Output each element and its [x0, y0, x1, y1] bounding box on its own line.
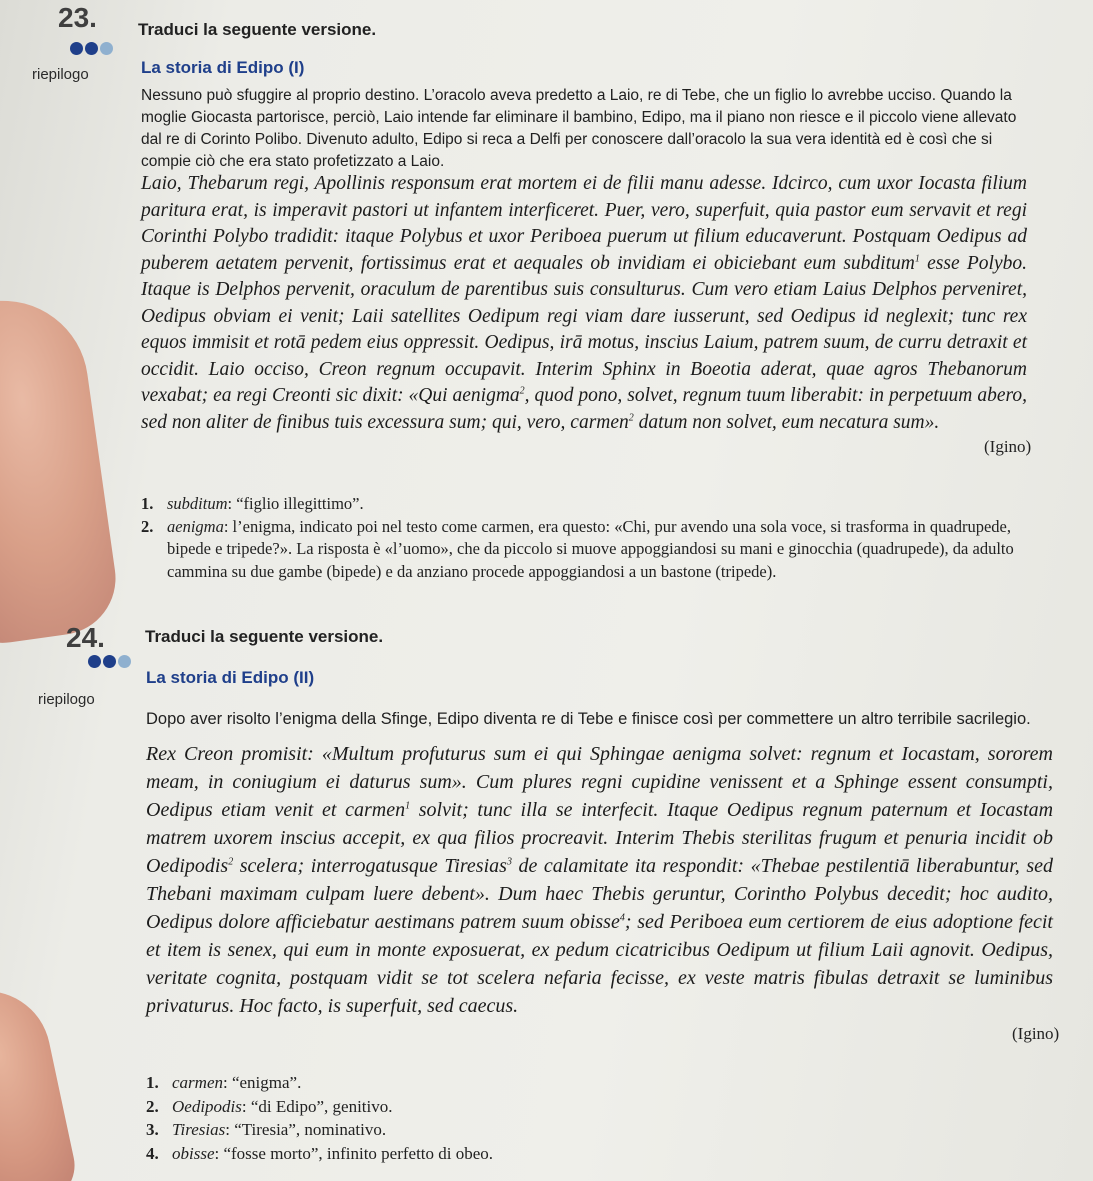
- exercise-instruction: Traduci la seguente versione.: [138, 20, 377, 39]
- footnote-ref: 3: [506, 856, 512, 868]
- exercise-instruction: Traduci la seguente versione.: [145, 627, 384, 646]
- difficulty-dots-icon: [70, 42, 113, 55]
- latin-text: Laio, Thebarum regi, Apollinis responsum erat mortem ei de filii manu adesse. Idcirco, cum uxor Iocasta filium paritura erat, is imperavit pastori ut infantem interficeret. Puer, vero, superfuit, quia pastor eum servavit et regi Corinthi Polybo tradidit: itaque Polybus et uxor Periboea puerum ut filium educaverunt. Postquam Oedipus ad puberem aetatem pervenit, fortissimus erat et aequales ob invidiam ei obiciebant eum subditum$^1$ esse Polybo. Itaque is Delphos pervenit, oraculum de parentibus suis consulturus. Cum vero etiam Laius Delphos perveniret, Oedipus obviam ei venit; Laii satellites Oedipum regi viam dare iusserunt, sed Oedipus id neglexit; tunc rex equos immisit et rotā pedem eius oppressit. Oedipus, irā motus, inscius Laium, patrem suum, de curru detraxit et occidit. Laio occiso, Creon regnum occupavit. Interim Sphinx in Boeotia aderat, quae agros Thebanorum vexabat; ea regi Creonti sic dixit: «Qui aenigma$^2$, quod pono, solvet, regnum tuum liberabit: in perpetuum abero, sed non aliter de finibus tuis excessura sum; qui, vero, carmen$^2$ datum non solvet, eum necatura sum».: [141, 173, 1027, 433]
- footnote-item: 4. obisse: “fosse morto”, infinito perfetto di obeo.: [146, 1143, 494, 1163]
- finger-photo-artifact-bottom: [0, 979, 81, 1181]
- intro-paragraph: Nessuno può sfuggire al proprio destino. L’oracolo aveva predetto a Laio, re di Tebe, che un figlio lo avrebbe ucciso. Quando la moglie Giocasta partorisce, perciò, Laio intende far eliminare il bambino, Edipo, ma il piano non riesce e il piccolo viene allevato dal re di Corinto Polibo. Divenuto adulto, Edipo si reca a Delfi per conoscere dall’oracolo la sua vera identità ed è così che si compie ciò che era stato profetizzato a Laio.: [141, 87, 1017, 170]
- footnotes: [141, 493, 1041, 583]
- footnote-ref: 4: [619, 912, 625, 924]
- footnote-item: 3. Tiresias: “Tiresia”, nominativo.: [146, 1120, 387, 1139]
- footnote-item: 2. aenigma: l’enigma, indicato poi nel testo come carmen, era questo: «Chi, pur avendo una sola voce, si trasforma in quadrupede, bipede e tripede?». La risposta è «l’uomo», che da piccolo si muove appoggiandosi su mani e ginocchia (quadrupede), da adulto cammina su due gambe (bipede) e da anziano procede appoggiandosi a un bastone (tripede).: [141, 516, 1014, 581]
- level-label: riepilogo: [38, 691, 95, 708]
- footnote-item: 1. subditum: “figlio illegittimo”.: [141, 494, 364, 513]
- latin-text: Rex Creon promisit: «Multum profuturus sum ei qui Sphingae aenigma solvet: regnum et Iocastam, sororem meam, in coniugium ei daturus sum». Cum plures regni cupidine venissent et a Sphinge essent consumpti, Oedipus etiam venit et carmen$^1$ solvit; tunc illa se interfecit. Itaque Oedipus regnum paternum et Iocastam matrem uxorem inscius accepit, ex qua filios procreavit. Interim Thebis sterilitas frugum et penuria incidit ob Oedipodis$^2$ scelera; interrogatusque Tiresias$^3$ de calamitate ita respondit: «Thebae pestilentiā liberabuntur, sed Thebani maximam culpam luere debent». Dum haec Thebis geruntur, Corintho Polybus decedit; hoc audito, Oedipus dolore afficiebatur aestimans patrem suum obisse$^4$; sed Periboea eum certiorem de eius adoptione fecit et item is senex, qui eum in monte exposuerat, ex pedum cicatricibus Oedipum ut filium Laii agnovit. Oedipus, veritate cognita, postquam vidit se tot scelera nefaria fecisse, ex veste matris fibulas detraxit se luminibus privaturus. Hoc facto, is superfuit, sed caecus.: [146, 743, 1054, 1017]
- footnote-ref: 1: [405, 800, 411, 812]
- section-title: La storia di Edipo (I): [141, 58, 305, 77]
- footnote-item: 1. carmen: “enigma”.: [146, 1073, 302, 1092]
- footnote-ref: 2: [628, 412, 634, 423]
- section-title: La storia di Edipo (II): [146, 668, 315, 687]
- footnote-ref: 2: [519, 385, 525, 397]
- source-attribution: (Igino): [984, 437, 1032, 456]
- finger-photo-artifact: [0, 290, 123, 650]
- footnote-item: 2. Oedipodis: “di Edipo”, genitivo.: [146, 1096, 393, 1116]
- source-attribution: (Igino): [1012, 1024, 1060, 1043]
- footnotes: [146, 1071, 1046, 1165]
- intro-paragraph: Dopo aver risolto l’enigma della Sfinge, Edipo diventa re di Tebe e finisce così per commettere un altro terribile sacrilegio.: [146, 710, 1031, 728]
- footnote-ref: 2: [228, 856, 234, 868]
- exercise-number: 24.: [66, 622, 105, 653]
- level-label: riepilogo: [32, 66, 89, 83]
- exercise-number: 23.: [58, 2, 97, 33]
- footnote-ref: 1: [914, 253, 920, 264]
- difficulty-dots-icon: [88, 655, 131, 668]
